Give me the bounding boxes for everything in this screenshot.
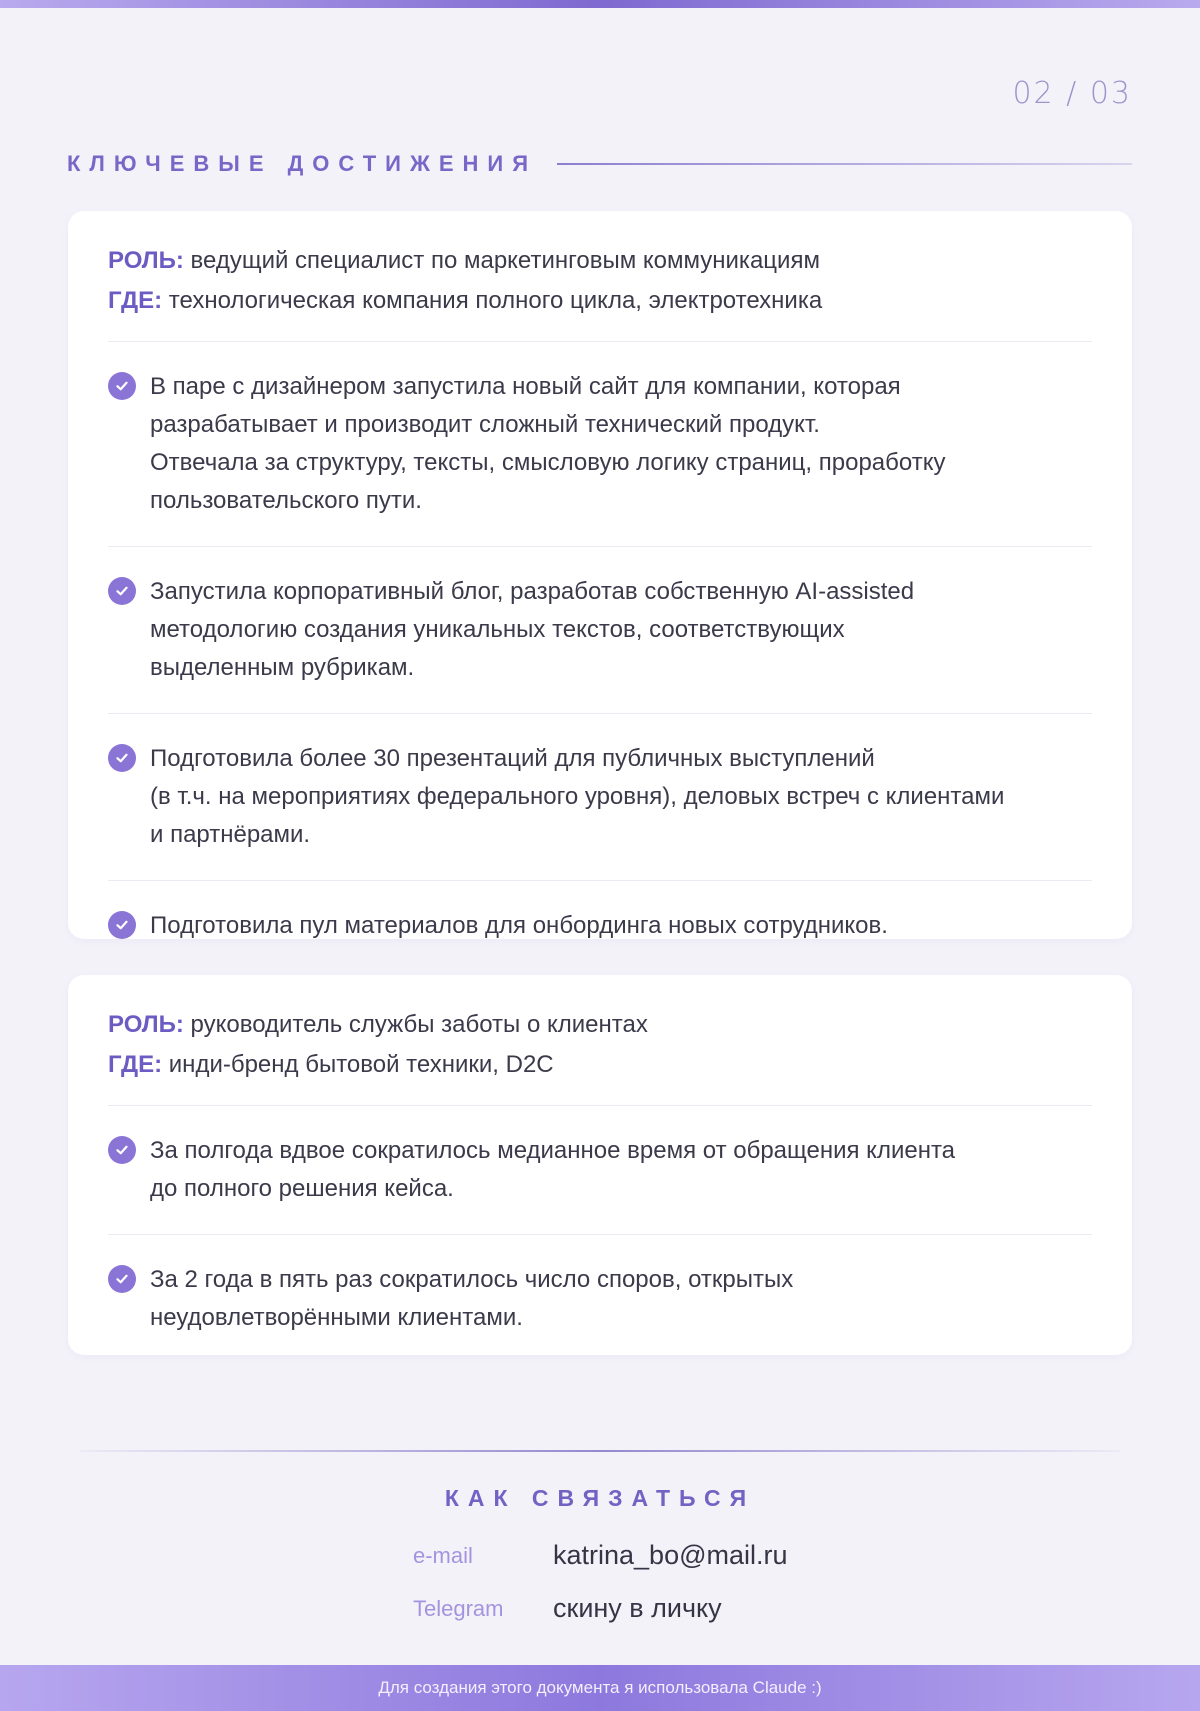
achievement-text (150, 573, 914, 687)
where-line (108, 1045, 1092, 1085)
job-card-2 (68, 975, 1132, 1355)
where-value: инди-бренд бытовой техники, D2C (162, 1051, 554, 1078)
achievement-item (108, 547, 1092, 714)
achievement-line: выделенным рубрикам. (150, 654, 415, 681)
email-link[interactable]: katrina_bo@mail.ru (553, 1540, 788, 1570)
section-title: КЛЮЧЕВЫЕ ДОСТИЖЕНИЯ (67, 151, 538, 176)
achievement-line: В паре с дизайнером запустила новый сайт для компании, которая (150, 373, 901, 400)
achievement-item (108, 342, 1092, 547)
top-accent-bar (0, 0, 1200, 8)
role-line (108, 241, 1092, 281)
role-label: РОЛЬ: (108, 247, 184, 274)
achievement-line: Отвечала за структуру, тексты, смысловую логику страниц, проработку (150, 449, 946, 476)
checkmark-icon (108, 1265, 136, 1293)
checkmark-icon (108, 744, 136, 772)
achievement-item (108, 1106, 1092, 1235)
achievement-line: пользовательского пути. (150, 487, 422, 514)
email-label: e-mail (413, 1542, 473, 1568)
section-divider (557, 163, 1132, 165)
achievement-line: Подготовила более 30 презентаций для публичных выступлений (150, 745, 875, 772)
role-value: руководитель службы заботы о клиентах (183, 1011, 648, 1038)
where-label: ГДЕ: (108, 1051, 163, 1078)
footer-note: Для создания этого документа я использовала Claude :) (0, 1665, 1200, 1711)
achievement-line: методологию создания уникальных текстов, соответствующих (150, 616, 845, 643)
role-label: РОЛЬ: (108, 1011, 184, 1038)
achievement-line: Запустила корпоративный блог, разработав собственную AI-assisted (150, 578, 915, 605)
achievement-line: (в т.ч. на мероприятиях федерального уровня), деловых встреч с клиентами (150, 783, 1005, 810)
page-number: 02 / 03 (1012, 76, 1132, 111)
achievement-text (150, 1132, 955, 1208)
achievement-line: За полгода вдвое сократилось медианное время от обращения клиента (150, 1137, 956, 1164)
role-line (108, 1005, 1092, 1045)
achievement-item (108, 714, 1092, 881)
checkmark-icon (108, 911, 136, 939)
email-row (413, 1540, 788, 1571)
where-label: ГДЕ: (108, 287, 163, 314)
section-header (67, 150, 1132, 178)
where-value: технологическая компания полного цикла, электротехника (162, 287, 823, 314)
achievement-text (150, 907, 888, 945)
checkmark-icon (108, 1136, 136, 1164)
telegram-row (413, 1593, 722, 1624)
achievement-text (150, 740, 1004, 854)
achievement-item (108, 1235, 1092, 1363)
job-card-1 (68, 211, 1132, 939)
achievement-list (108, 342, 1092, 971)
achievement-list (108, 1106, 1092, 1363)
achievement-line: За 2 года в пять раз сократилось число споров, открытых (150, 1266, 794, 1293)
job-meta (108, 241, 1092, 342)
achievement-item (108, 881, 1092, 971)
telegram-value: скину в личку (553, 1593, 722, 1623)
checkmark-icon (108, 372, 136, 400)
achievement-line: разрабатывает и производит сложный технический продукт. (150, 411, 820, 438)
role-value: ведущий специалист по маркетинговым коммуникациям (183, 247, 820, 274)
achievement-line: до полного решения кейса. (150, 1175, 454, 1202)
where-line (108, 281, 1092, 321)
job-meta (108, 1005, 1092, 1106)
checkmark-icon (108, 577, 136, 605)
achievement-text (150, 368, 945, 520)
telegram-label: Telegram (413, 1595, 504, 1621)
achievement-line: и партнёрами. (150, 821, 311, 848)
contacts-title: КАК СВЯЗАТЬСЯ (444, 1485, 756, 1511)
contacts-divider (80, 1450, 1120, 1452)
achievement-line: неудовлетворёнными клиентами. (150, 1304, 523, 1331)
achievement-text (150, 1261, 793, 1337)
achievement-line: Подготовила пул материалов для онбординга новых сотрудников. (150, 912, 888, 939)
